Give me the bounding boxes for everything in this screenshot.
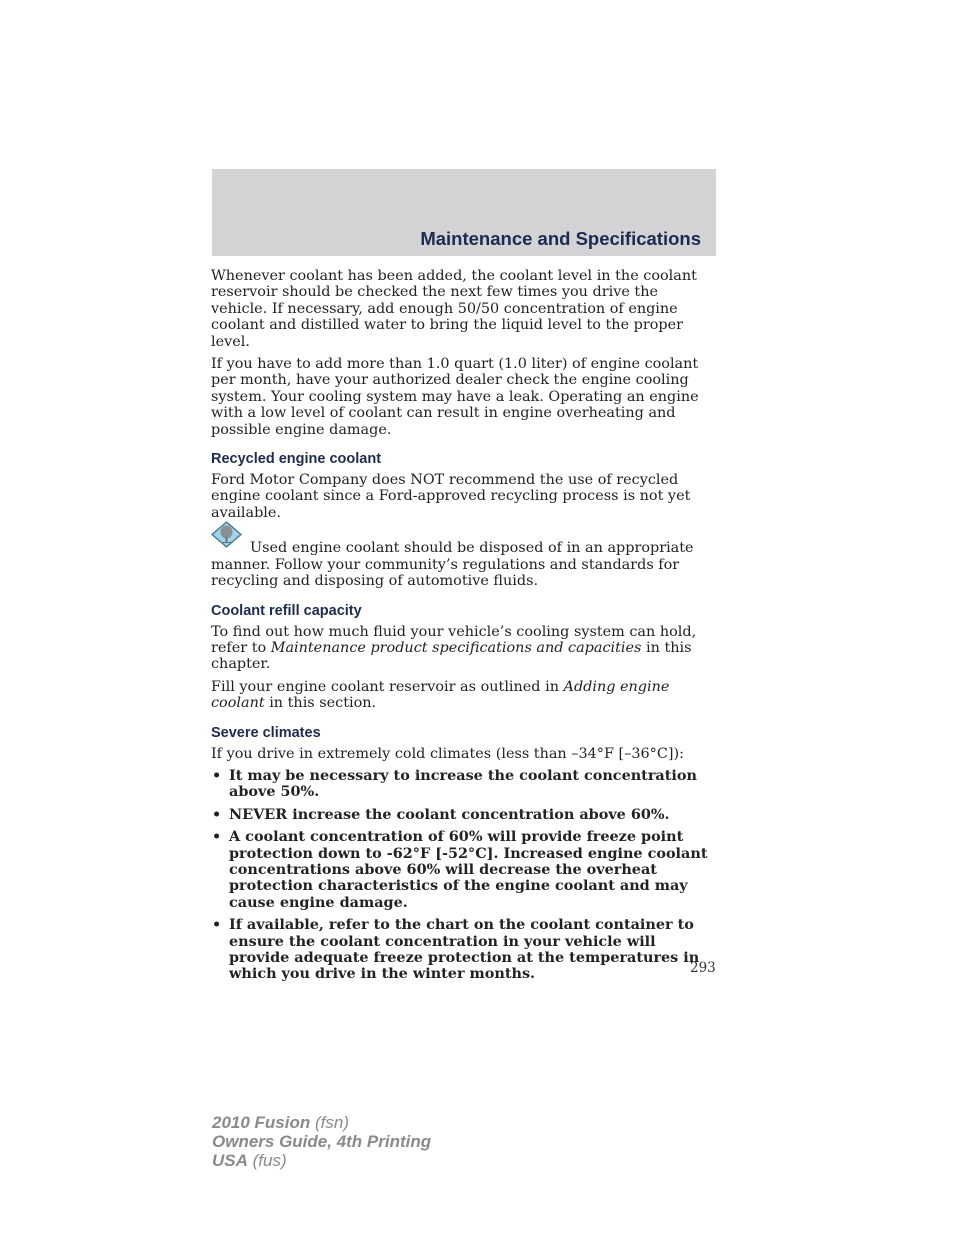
footer-line-3 <box>212 1151 431 1170</box>
severe-climates-heading: Severe climates <box>211 724 321 741</box>
intro-paragraph-2: If you have to add more than 1.0 quart (1.0 liter) of engine coolant per month, have your authorized dealer check the engine cooling system. Your cooling system may have a leak. Operating an engine with a low level of coolant can result in engine overheating and possible engine damage. <box>211 356 699 438</box>
intro-paragraph-1: Whenever coolant has been added, the coolant level in the coolant reservoir should be checked the next few times you drive the vehicle. If necessary, add enough 50/50 concentration of engine coolant and distilled water to bring the liquid level to the proper level. <box>211 268 697 350</box>
severe-climates-intro: If you drive in extremely cold climates (less than –34°F [–36°C]): <box>211 745 684 762</box>
refill-p1-text: To find out how much fluid your vehicle’s cooling system can hold, refer to <box>211 623 697 656</box>
eco-note <box>211 529 717 589</box>
section-title: Maintenance and Specifications <box>420 228 701 249</box>
footer-model-code: (fsn) <box>315 1113 349 1132</box>
refill-paragraph-1 <box>211 624 717 673</box>
footer-imprint <box>212 1113 431 1170</box>
refill-capacity-heading: Coolant refill capacity <box>211 602 362 619</box>
footer-line-2 <box>212 1132 431 1151</box>
eco-note-text: Used engine coolant should be disposed of in an appropriate manner. Follow your community’s regulations and standards for recycling and disposing of automotive fluids. <box>211 540 694 590</box>
recycled-coolant-heading: Recycled engine coolant <box>211 451 382 468</box>
refill-p2-tail: in this section. <box>264 695 377 712</box>
refill-paragraph-2 <box>211 679 717 712</box>
list-item: • It may be necessary to increase the coolant concentration above 50%. <box>211 768 717 801</box>
footer-market: USA <box>212 1151 248 1170</box>
footer-market-code: (fus) <box>252 1151 287 1170</box>
refill-p2-text: Fill your engine coolant reservoir as outlined in <box>211 678 564 695</box>
footer-printing: Owners Guide, 4th Printing <box>212 1132 432 1151</box>
capacities-reference: Maintenance product specifications and capacities <box>270 639 642 656</box>
footer-model: 2010 Fusion <box>212 1113 311 1132</box>
list-item: • A coolant concentration of 60% will provide freeze point protection down to -62°F [-52°C]. Increased engine coolant concentrations above 60% will decrease the overheat protection characteristics of the engine coolant and may cause engine damage. <box>211 829 717 911</box>
section-header-bar <box>212 169 716 256</box>
page-content <box>211 268 717 989</box>
severe-climates-list <box>211 768 717 983</box>
recycled-coolant-paragraph: Ford Motor Company does NOT recommend the use of recycled engine coolant since a Ford-approved recycling process is not yet available. <box>211 472 691 521</box>
page-number: 293 <box>690 960 716 976</box>
list-item: • NEVER increase the coolant concentration above 60%. <box>211 807 717 823</box>
adding-coolant-reference: Adding engine coolant <box>211 678 670 712</box>
refill-p1-tail: in this chapter. <box>211 639 692 673</box>
eco-tree-icon <box>211 521 242 548</box>
footer-line-1 <box>212 1113 431 1132</box>
list-item: • If available, refer to the chart on the coolant container to ensure the coolant concentration in your vehicle will provide adequate freeze protection at the temperatures in which you drive in the winter months. <box>211 917 717 983</box>
